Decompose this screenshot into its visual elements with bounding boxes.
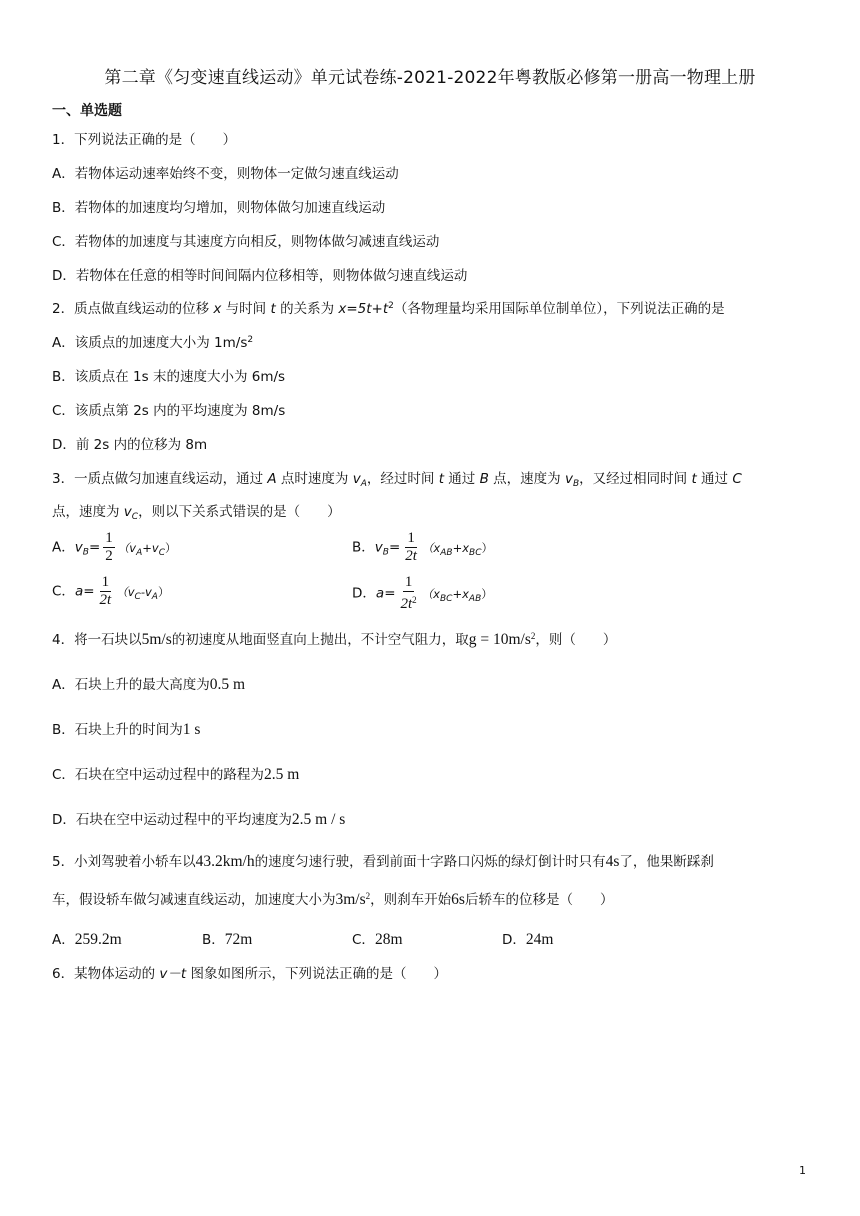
q3-var-v: v (352, 471, 361, 487)
q3-var-t: t (691, 471, 697, 487)
q4-option-b (52, 718, 200, 739)
q1-option-c: C．若物体的加速度与其速度方向相反，则物体做匀减速直线运动 (52, 234, 440, 250)
fraction-denominator: 2t (99, 592, 112, 608)
q3-point-b: B (479, 471, 489, 487)
option-value: 259.2m (74, 931, 122, 948)
q2-option-d: D．前 2s 内的位移为 8m (52, 437, 208, 453)
q5-text: 了，他果断踩刹 (619, 854, 714, 870)
q3-option-b (352, 530, 493, 565)
formula-equals: = (384, 585, 396, 602)
q5-option-b (202, 928, 252, 949)
formula-subscript: BC (439, 593, 453, 604)
option-value: 28m (374, 931, 403, 948)
formula-subscript: BC (469, 547, 482, 558)
q2-stem-text: 与时间 (221, 301, 271, 317)
formula-term: （v (116, 584, 135, 599)
q1-option-d: D．若物体在任意的相等时间间隔内位移相等，则物体做匀速直线运动 (52, 268, 468, 284)
q4-text: 的初速度从地面竖直向上抛出，不计空气阻力，取 (171, 632, 469, 648)
q5-option-a (52, 928, 122, 949)
q4-option-d (52, 808, 345, 829)
q4-option-a-value: 0.5 m (209, 676, 246, 693)
q5-text: 车，假设轿车做匀减速直线运动，加速度大小为 (52, 892, 336, 908)
q2-formula: x=5t+t (338, 301, 389, 317)
formula-subscript: AB (468, 593, 482, 604)
q3-option-d (352, 574, 493, 613)
q3-text: 通过 (444, 471, 480, 487)
formula-equals: = (83, 583, 95, 600)
q3-text: 点，速度为 (488, 471, 565, 487)
q4-option-d-text: D．石块在空中运动过程中的平均速度为 (52, 812, 292, 828)
q5-text: ，则刹车开始 (370, 892, 452, 908)
formula-term: ） (157, 584, 170, 599)
q4-option-c-value: 2.5 m (263, 766, 300, 783)
q2-stem-text: 2．质点做直线运动的位移 (52, 301, 214, 317)
q4-gravity-exponent: 2 (530, 631, 536, 641)
option-label: C． (352, 932, 375, 948)
q3-subscript: A (360, 479, 367, 489)
fraction-denominator-exponent: 2 (412, 595, 417, 605)
formula-lhs: a (74, 583, 84, 600)
q5-speed: 43.2km/h (195, 853, 255, 870)
q6-stem (52, 962, 447, 982)
option-label: B． (352, 539, 375, 556)
q6-text: 图象如图所示，下列说法正确的是（ ） (186, 966, 447, 982)
formula-term: （x (421, 540, 441, 555)
fraction (403, 530, 419, 565)
q3-stem-line1 (52, 467, 742, 489)
formula-equals: = (88, 539, 101, 556)
q3-text: ，则以下关系式错误的是（ ） (138, 504, 341, 520)
q5-option-d (502, 928, 553, 949)
fraction-numerator: 1 (404, 574, 413, 590)
fraction-denominator: 2t (405, 548, 417, 564)
fraction-numerator: 1 (407, 530, 415, 546)
fraction-denominator (399, 592, 419, 613)
q5-acceleration-value: 3m/s (335, 891, 366, 908)
formula-lhs: v (74, 539, 83, 556)
formula-lhs: v (374, 539, 383, 556)
q4-gravity-value: g = 10m/s (468, 631, 531, 648)
q5-time: 4s (605, 853, 620, 870)
q5-stem-line2 (52, 888, 613, 909)
q4-gravity (469, 631, 536, 648)
section-heading: 一、单选题 (52, 103, 122, 119)
q3-option-c (52, 574, 169, 609)
q2-stem-text: （各物理量均采用国际单位制单位），下列说法正确的是 (393, 301, 725, 317)
q3-subscript: B (572, 479, 580, 489)
q5-brake-time: 6s (451, 891, 465, 908)
q3-text: ，又经过相同时间 (579, 471, 692, 487)
formula-subscript: AB (440, 547, 453, 558)
q1-option-b: B．若物体的加速度均匀增加，则物体做匀加速直线运动 (52, 200, 386, 216)
option-label: C． (52, 583, 75, 600)
formula-term: （x (421, 586, 440, 601)
q3-option-a (52, 530, 176, 565)
q3-text: 点时速度为 (276, 471, 353, 487)
q2-exponent: 2 (388, 301, 394, 311)
q3-var-v: v (564, 471, 573, 487)
q5-acceleration (336, 891, 371, 908)
q3-text: 点，速度为 (52, 504, 124, 520)
q2-option-a (52, 331, 253, 351)
q3-var-t: t (438, 471, 444, 487)
formula-term: +v (142, 540, 159, 555)
q3-stem-line2 (52, 500, 341, 522)
option-label: D． (352, 585, 376, 602)
q4-text: ，则（ ） (535, 632, 617, 648)
formula-term: +x (452, 540, 470, 555)
q6-text: 6．某物体运动的 (52, 966, 160, 982)
fraction (98, 574, 114, 609)
q4-option-b-text: B．石块上升的时间为 (52, 722, 183, 738)
formula-term: ） (481, 540, 494, 555)
option-label: B． (202, 932, 225, 948)
q4-option-c-text: C．石块在空中运动过程中的路程为 (52, 767, 264, 783)
page-title: 第二章《匀变速直线运动》单元试卷练-2021-2022年粤教版必修第一册高一物理上册 (104, 68, 756, 88)
fraction-denominator-base: 2t (400, 596, 413, 612)
fraction-denominator: 2 (105, 548, 113, 564)
option-value: 24m (525, 931, 554, 948)
formula-subscript: C (158, 547, 165, 558)
q5-text: 的速度匀速行驶，看到前面十字路口闪烁的绿灯倒计时只有 (254, 854, 606, 870)
formula-term: ） (481, 586, 493, 601)
option-value: 72m (224, 931, 253, 948)
q5-text: 5．小刘驾驶着小轿车以 (52, 854, 196, 870)
fraction (399, 574, 419, 613)
formula-subscript: A (136, 547, 143, 558)
q3-subscript: C (131, 512, 139, 522)
formula-subscript: C (134, 591, 141, 602)
q5-text: 后轿车的位移是（ ） (464, 892, 614, 908)
q3-text: ，经过时间 (366, 471, 439, 487)
q6-vt-graph: v－t (159, 966, 187, 982)
formula-subscript: A (151, 591, 158, 602)
q1-option-a: A．若物体运动速率始终不变，则物体一定做匀速直线运动 (52, 166, 399, 182)
q5-acceleration-exponent: 2 (365, 891, 371, 901)
q1-stem: 1．下列说法正确的是（ ） (52, 132, 237, 148)
formula-term: -v (140, 584, 152, 599)
q4-option-d-value: 2.5 m / s (291, 811, 346, 828)
q4-option-a (52, 673, 245, 694)
q5-option-c (352, 928, 403, 949)
option-label: A． (52, 932, 75, 948)
formula-subscript: B (382, 547, 389, 558)
q3-text: 3．一质点做匀加速直线运动，通过 (52, 471, 268, 487)
q4-text: 4．将一石块以 (52, 632, 142, 648)
formula-term: （v (117, 540, 137, 555)
q5-stem-line1 (52, 850, 714, 871)
q2-var-x: x (213, 301, 222, 317)
q2-option-c: C．该质点第 2s 内的平均速度为 8m/s (52, 403, 286, 419)
fraction-numerator: 1 (101, 574, 110, 590)
q4-option-a-text: A．石块上升的最大高度为 (52, 677, 210, 693)
q2-option-b: B．该质点在 1s 末的速度大小为 6m/s (52, 369, 286, 385)
formula-term: ） (164, 540, 177, 555)
q2-stem (52, 297, 725, 317)
formula-lhs: a (375, 585, 385, 602)
q3-text: 通过 (696, 471, 733, 487)
fraction (103, 530, 115, 565)
formula-term: +x (452, 586, 469, 601)
q3-var-v: v (123, 504, 132, 520)
q2-stem-text: 的关系为 (275, 301, 339, 317)
q4-stem (52, 628, 616, 649)
q2-option-a-exponent: 2 (247, 335, 254, 345)
q4-option-b-value: 1 s (182, 721, 201, 738)
formula-equals: = (388, 539, 401, 556)
q2-var-t: t (270, 301, 276, 317)
option-label: D． (502, 932, 526, 948)
q3-point-a: A (267, 471, 277, 487)
page-number: 1 (799, 1164, 806, 1177)
q2-option-a-text: A．该质点的加速度大小为 1m/s (52, 335, 248, 351)
q4-option-c (52, 763, 299, 784)
q4-initial-speed: 5m/s (141, 631, 172, 648)
formula-subscript: B (82, 547, 89, 558)
q3-point-c: C (732, 471, 742, 487)
option-label: A． (52, 539, 75, 556)
fraction-numerator: 1 (105, 530, 113, 546)
